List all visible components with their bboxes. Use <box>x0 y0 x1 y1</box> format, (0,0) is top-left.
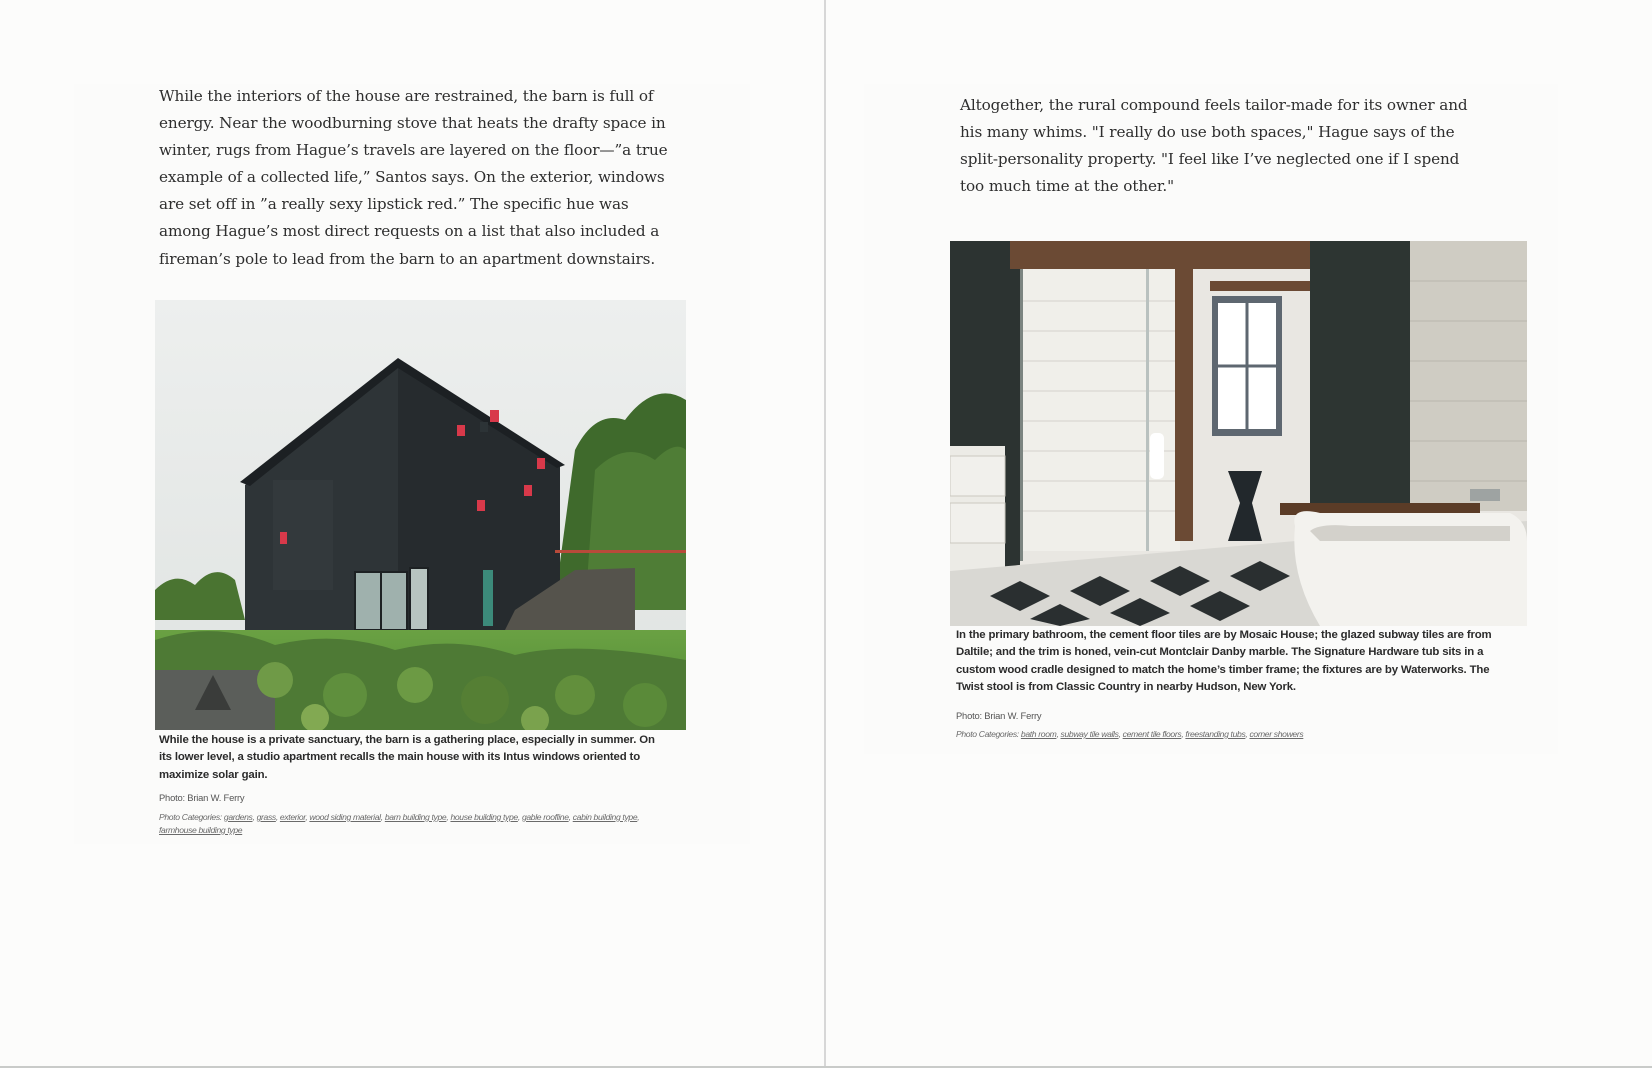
barn-photo-categories: Photo Categories: gardens, grass, exterior, wood siding material, barn building type, house building type, gable roofline, cabin building type, farmhouse building type <box>159 812 640 835</box>
right-page <box>826 0 1652 1066</box>
category-link[interactable]: cabin building type <box>572 812 638 822</box>
category-link[interactable]: grass <box>256 812 276 822</box>
barn-photo-caption: While the house is a private sanctuary, the barn is a gathering place, especially in summer. On its lower level, a studio apartment recalls the main house with its Intus windows oriented to maximize solar gain. <box>159 734 655 781</box>
bathroom-photo-credit: Photo: Brian W. Ferry <box>956 710 1042 721</box>
categories-label: Photo Categories: <box>159 812 222 822</box>
categories-label: Photo Categories: <box>956 729 1019 739</box>
category-link[interactable]: bath room <box>1020 729 1057 739</box>
bathroom-photo-caption: In the primary bathroom, the cement floor tiles are by Mosaic House; the glazed subway tiles are from Daltile; and the trim is honed, vein-cut Montclair Danby marble. The Signature Hardware tub sits in a custom wood cradle designed to match the home’s timber frame; the fixtures are by Waterworks. The Twist stool is from Classic Country in nearby Hudson, New York. <box>956 629 1492 693</box>
category-link[interactable]: wood siding material <box>309 812 381 822</box>
left-body-paragraph: While the interiors of the house are restrained, the barn is full of energy. Near the woodburning stove that heats the drafty space in winter, rugs from Hague’s travels are layered on the floor—”a true example of a collected life,” Santos says. On the exterior, windows are set off in ”a really sexy lipstick red.” The specific hue was among Hague’s most direct requests on a list that also included a fireman’s pole to lead from the barn to an apartment downstairs. <box>159 87 668 268</box>
category-link[interactable]: exterior <box>279 812 306 822</box>
left-page <box>0 0 824 1066</box>
category-link[interactable]: subway tile walls <box>1060 729 1119 739</box>
bathroom-photo[interactable] <box>950 241 1527 626</box>
right-body-paragraph: Altogether, the rural compound feels tailor-made for its owner and his many whims. "I really do use both spaces," Hague says of the split-personality property. "I feel like I’ve neglected one if I spend too much time at the other." <box>960 96 1468 196</box>
category-link[interactable]: barn building type <box>384 812 447 822</box>
category-link[interactable]: house building type <box>450 812 518 822</box>
category-link[interactable]: corner showers <box>1249 729 1304 739</box>
barn-exterior-photo[interactable] <box>155 300 686 730</box>
category-link[interactable]: gable roofline <box>521 812 569 822</box>
bathroom-photo-categories: Photo Categories: bath room, subway tile walls, cement tile floors, freestanding tubs, corner showers <box>956 729 1304 739</box>
category-link[interactable]: farmhouse building type <box>159 825 243 835</box>
barn-photo-credit: Photo: Brian W. Ferry <box>159 792 245 803</box>
category-link[interactable]: freestanding tubs <box>1185 729 1246 739</box>
category-link[interactable]: cement tile floors <box>1122 729 1182 739</box>
category-link[interactable]: gardens <box>223 812 253 822</box>
